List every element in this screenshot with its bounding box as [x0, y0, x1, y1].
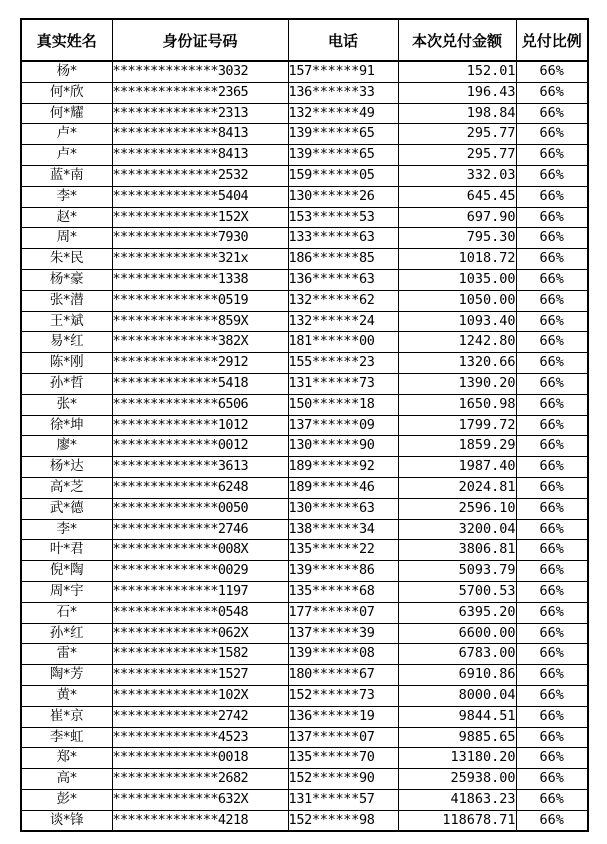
cell-ratio: 66% — [516, 685, 588, 706]
table-row — [21, 810, 588, 831]
cell-name: 卢* — [21, 145, 112, 166]
cell-name: 朱*民 — [21, 249, 112, 270]
table-row — [21, 290, 588, 311]
cell-amount: 1859.29 — [398, 436, 516, 457]
cell-phone: 159******05 — [288, 165, 398, 186]
cell-amount: 6600.00 — [398, 623, 516, 644]
cell-id-number: **************859X — [112, 311, 288, 332]
table-row — [21, 519, 588, 540]
table-row — [21, 436, 588, 457]
cell-amount: 152.01 — [398, 61, 516, 82]
cell-amount: 3806.81 — [398, 540, 516, 561]
table-row — [21, 186, 588, 207]
cell-ratio: 66% — [516, 124, 588, 145]
cell-name: 孙*红 — [21, 623, 112, 644]
cell-id-number: **************152X — [112, 207, 288, 228]
header-row — [21, 19, 588, 61]
table-row — [21, 789, 588, 810]
table-row — [21, 415, 588, 436]
cell-phone: 155******23 — [288, 353, 398, 374]
cell-name: 黄* — [21, 685, 112, 706]
cell-name: 赵* — [21, 207, 112, 228]
cell-amount: 196.43 — [398, 82, 516, 103]
cell-id-number: **************1582 — [112, 644, 288, 665]
cell-phone: 131******73 — [288, 373, 398, 394]
cell-name: 陶*芳 — [21, 665, 112, 686]
cell-amount: 6783.00 — [398, 644, 516, 665]
cell-id-number: **************0012 — [112, 436, 288, 457]
table-row — [21, 228, 588, 249]
table-body — [21, 61, 588, 831]
cell-ratio: 66% — [516, 311, 588, 332]
cell-phone: 152******90 — [288, 769, 398, 790]
cell-ratio: 66% — [516, 332, 588, 353]
table-row — [21, 249, 588, 270]
cell-amount: 1987.40 — [398, 457, 516, 478]
cell-ratio: 66% — [516, 623, 588, 644]
header-name: 真实姓名 — [21, 19, 112, 61]
cell-ratio: 66% — [516, 207, 588, 228]
header-id-number: 身份证号码 — [112, 19, 288, 61]
cell-ratio: 66% — [516, 269, 588, 290]
cell-amount: 118678.71 — [398, 810, 516, 831]
table-row — [21, 353, 588, 374]
cell-amount: 1018.72 — [398, 249, 516, 270]
cell-ratio: 66% — [516, 249, 588, 270]
cell-phone: 137******07 — [288, 727, 398, 748]
table-row — [21, 540, 588, 561]
cell-phone: 138******34 — [288, 519, 398, 540]
table-row — [21, 103, 588, 124]
cell-phone: 135******22 — [288, 540, 398, 561]
cell-phone: 152******73 — [288, 685, 398, 706]
cell-id-number: **************2313 — [112, 103, 288, 124]
table-row — [21, 498, 588, 519]
cell-amount: 332.03 — [398, 165, 516, 186]
redemption-table — [20, 18, 589, 832]
table-row — [21, 623, 588, 644]
cell-name: 杨*达 — [21, 457, 112, 478]
cell-amount: 645.45 — [398, 186, 516, 207]
cell-amount: 795.30 — [398, 228, 516, 249]
table-row — [21, 581, 588, 602]
cell-name: 陈*刚 — [21, 353, 112, 374]
cell-amount: 1650.98 — [398, 394, 516, 415]
cell-name: 石* — [21, 602, 112, 623]
cell-ratio: 66% — [516, 789, 588, 810]
cell-ratio: 66% — [516, 353, 588, 374]
cell-phone: 136******19 — [288, 706, 398, 727]
table-row — [21, 706, 588, 727]
cell-phone: 139******08 — [288, 644, 398, 665]
cell-id-number: **************4523 — [112, 727, 288, 748]
cell-name: 叶*君 — [21, 540, 112, 561]
cell-name: 徐*坤 — [21, 415, 112, 436]
table-row — [21, 373, 588, 394]
cell-name: 何*欣 — [21, 82, 112, 103]
cell-amount: 2596.10 — [398, 498, 516, 519]
cell-ratio: 66% — [516, 415, 588, 436]
header-phone: 电话 — [288, 19, 398, 61]
cell-phone: 132******49 — [288, 103, 398, 124]
cell-ratio: 66% — [516, 228, 588, 249]
cell-phone: 181******00 — [288, 332, 398, 353]
cell-name: 孙*哲 — [21, 373, 112, 394]
table-row — [21, 685, 588, 706]
cell-id-number: **************4218 — [112, 810, 288, 831]
cell-name: 谈*锋 — [21, 810, 112, 831]
cell-phone: 157******91 — [288, 61, 398, 82]
table-row — [21, 748, 588, 769]
cell-ratio: 66% — [516, 61, 588, 82]
cell-phone: 139******86 — [288, 561, 398, 582]
table-row — [21, 82, 588, 103]
cell-phone: 153******53 — [288, 207, 398, 228]
cell-phone: 150******18 — [288, 394, 398, 415]
cell-name: 倪*陶 — [21, 561, 112, 582]
header-amount: 本次兑付金额 — [398, 19, 516, 61]
cell-amount: 8000.04 — [398, 685, 516, 706]
cell-name: 廖* — [21, 436, 112, 457]
cell-id-number: **************1012 — [112, 415, 288, 436]
cell-ratio: 66% — [516, 498, 588, 519]
cell-ratio: 66% — [516, 581, 588, 602]
cell-ratio: 66% — [516, 540, 588, 561]
cell-amount: 1242.80 — [398, 332, 516, 353]
cell-name: 卢* — [21, 124, 112, 145]
cell-id-number: **************8413 — [112, 124, 288, 145]
cell-name: 郑* — [21, 748, 112, 769]
cell-name: 何*耀 — [21, 103, 112, 124]
table-row — [21, 602, 588, 623]
cell-amount: 25938.00 — [398, 769, 516, 790]
cell-phone: 131******57 — [288, 789, 398, 810]
cell-phone: 180******67 — [288, 665, 398, 686]
cell-id-number: **************6248 — [112, 477, 288, 498]
cell-id-number: **************8413 — [112, 145, 288, 166]
cell-id-number: **************1197 — [112, 581, 288, 602]
cell-name: 李* — [21, 186, 112, 207]
cell-amount: 2024.81 — [398, 477, 516, 498]
cell-amount: 295.77 — [398, 145, 516, 166]
cell-amount: 295.77 — [398, 124, 516, 145]
cell-name: 杨* — [21, 61, 112, 82]
cell-ratio: 66% — [516, 665, 588, 686]
cell-name: 高*芝 — [21, 477, 112, 498]
cell-ratio: 66% — [516, 373, 588, 394]
cell-ratio: 66% — [516, 165, 588, 186]
cell-amount: 697.90 — [398, 207, 516, 228]
table-row — [21, 727, 588, 748]
cell-name: 周*宇 — [21, 581, 112, 602]
cell-phone: 177******07 — [288, 602, 398, 623]
cell-name: 崔*京 — [21, 706, 112, 727]
cell-ratio: 66% — [516, 644, 588, 665]
cell-id-number: **************5404 — [112, 186, 288, 207]
cell-id-number: **************0548 — [112, 602, 288, 623]
cell-id-number: **************2746 — [112, 519, 288, 540]
table-row — [21, 394, 588, 415]
header-ratio: 兑付比例 — [516, 19, 588, 61]
cell-id-number: **************0050 — [112, 498, 288, 519]
cell-id-number: **************632X — [112, 789, 288, 810]
cell-name: 雷* — [21, 644, 112, 665]
table-row — [21, 477, 588, 498]
cell-amount: 6395.20 — [398, 602, 516, 623]
cell-ratio: 66% — [516, 477, 588, 498]
cell-phone: 137******09 — [288, 415, 398, 436]
cell-id-number: **************0018 — [112, 748, 288, 769]
table-row — [21, 61, 588, 82]
cell-name: 李* — [21, 519, 112, 540]
cell-ratio: 66% — [516, 561, 588, 582]
cell-phone: 130******26 — [288, 186, 398, 207]
cell-id-number: **************7930 — [112, 228, 288, 249]
cell-ratio: 66% — [516, 103, 588, 124]
table-row — [21, 457, 588, 478]
table-row — [21, 561, 588, 582]
cell-name: 周* — [21, 228, 112, 249]
cell-amount: 3200.04 — [398, 519, 516, 540]
cell-id-number: **************0029 — [112, 561, 288, 582]
cell-id-number: **************2742 — [112, 706, 288, 727]
cell-amount: 13180.20 — [398, 748, 516, 769]
cell-name: 杨*豪 — [21, 269, 112, 290]
table-row — [21, 269, 588, 290]
cell-id-number: **************2365 — [112, 82, 288, 103]
cell-ratio: 66% — [516, 748, 588, 769]
cell-id-number: **************0519 — [112, 290, 288, 311]
cell-amount: 1050.00 — [398, 290, 516, 311]
cell-id-number: **************321x — [112, 249, 288, 270]
cell-ratio: 66% — [516, 602, 588, 623]
cell-name: 蓝*南 — [21, 165, 112, 186]
cell-ratio: 66% — [516, 436, 588, 457]
cell-name: 高* — [21, 769, 112, 790]
cell-phone: 132******62 — [288, 290, 398, 311]
cell-phone: 139******65 — [288, 145, 398, 166]
table-row — [21, 207, 588, 228]
cell-amount: 5700.53 — [398, 581, 516, 602]
cell-ratio: 66% — [516, 810, 588, 831]
cell-phone: 133******63 — [288, 228, 398, 249]
cell-phone: 139******65 — [288, 124, 398, 145]
cell-id-number: **************5418 — [112, 373, 288, 394]
table-row — [21, 124, 588, 145]
cell-id-number: **************008X — [112, 540, 288, 561]
cell-ratio: 66% — [516, 519, 588, 540]
cell-phone: 132******24 — [288, 311, 398, 332]
cell-ratio: 66% — [516, 82, 588, 103]
cell-phone: 130******63 — [288, 498, 398, 519]
cell-name: 王*斌 — [21, 311, 112, 332]
cell-id-number: **************1338 — [112, 269, 288, 290]
cell-amount: 9844.51 — [398, 706, 516, 727]
table-row — [21, 332, 588, 353]
cell-name: 李*虹 — [21, 727, 112, 748]
cell-ratio: 66% — [516, 457, 588, 478]
cell-amount: 9885.65 — [398, 727, 516, 748]
table-row — [21, 311, 588, 332]
cell-id-number: **************2912 — [112, 353, 288, 374]
cell-id-number: **************2682 — [112, 769, 288, 790]
cell-id-number: **************3032 — [112, 61, 288, 82]
cell-phone: 130******90 — [288, 436, 398, 457]
cell-amount: 5093.79 — [398, 561, 516, 582]
cell-id-number: **************102X — [112, 685, 288, 706]
cell-ratio: 66% — [516, 186, 588, 207]
cell-phone: 152******98 — [288, 810, 398, 831]
cell-amount: 1093.40 — [398, 311, 516, 332]
cell-id-number: **************2532 — [112, 165, 288, 186]
cell-amount: 6910.86 — [398, 665, 516, 686]
cell-phone: 135******70 — [288, 748, 398, 769]
cell-id-number: **************382X — [112, 332, 288, 353]
table-row — [21, 665, 588, 686]
cell-id-number: **************1527 — [112, 665, 288, 686]
cell-ratio: 66% — [516, 145, 588, 166]
cell-name: 张*潜 — [21, 290, 112, 311]
cell-id-number: **************062X — [112, 623, 288, 644]
cell-ratio: 66% — [516, 769, 588, 790]
cell-phone: 189******92 — [288, 457, 398, 478]
cell-id-number: **************6506 — [112, 394, 288, 415]
cell-ratio: 66% — [516, 727, 588, 748]
cell-phone: 189******46 — [288, 477, 398, 498]
cell-ratio: 66% — [516, 394, 588, 415]
cell-amount: 1035.00 — [398, 269, 516, 290]
cell-phone: 135******68 — [288, 581, 398, 602]
table-row — [21, 769, 588, 790]
cell-name: 张* — [21, 394, 112, 415]
table-row — [21, 145, 588, 166]
cell-ratio: 66% — [516, 290, 588, 311]
table-row — [21, 644, 588, 665]
cell-name: 武*德 — [21, 498, 112, 519]
cell-id-number: **************3613 — [112, 457, 288, 478]
table-row — [21, 165, 588, 186]
cell-amount: 41863.23 — [398, 789, 516, 810]
cell-phone: 137******39 — [288, 623, 398, 644]
cell-phone: 136******33 — [288, 82, 398, 103]
table-header — [21, 19, 588, 61]
cell-name: 彭* — [21, 789, 112, 810]
cell-amount: 1390.20 — [398, 373, 516, 394]
cell-amount: 1799.72 — [398, 415, 516, 436]
cell-amount: 198.84 — [398, 103, 516, 124]
cell-amount: 1320.66 — [398, 353, 516, 374]
cell-phone: 186******85 — [288, 249, 398, 270]
cell-ratio: 66% — [516, 706, 588, 727]
cell-phone: 136******63 — [288, 269, 398, 290]
cell-name: 易*红 — [21, 332, 112, 353]
